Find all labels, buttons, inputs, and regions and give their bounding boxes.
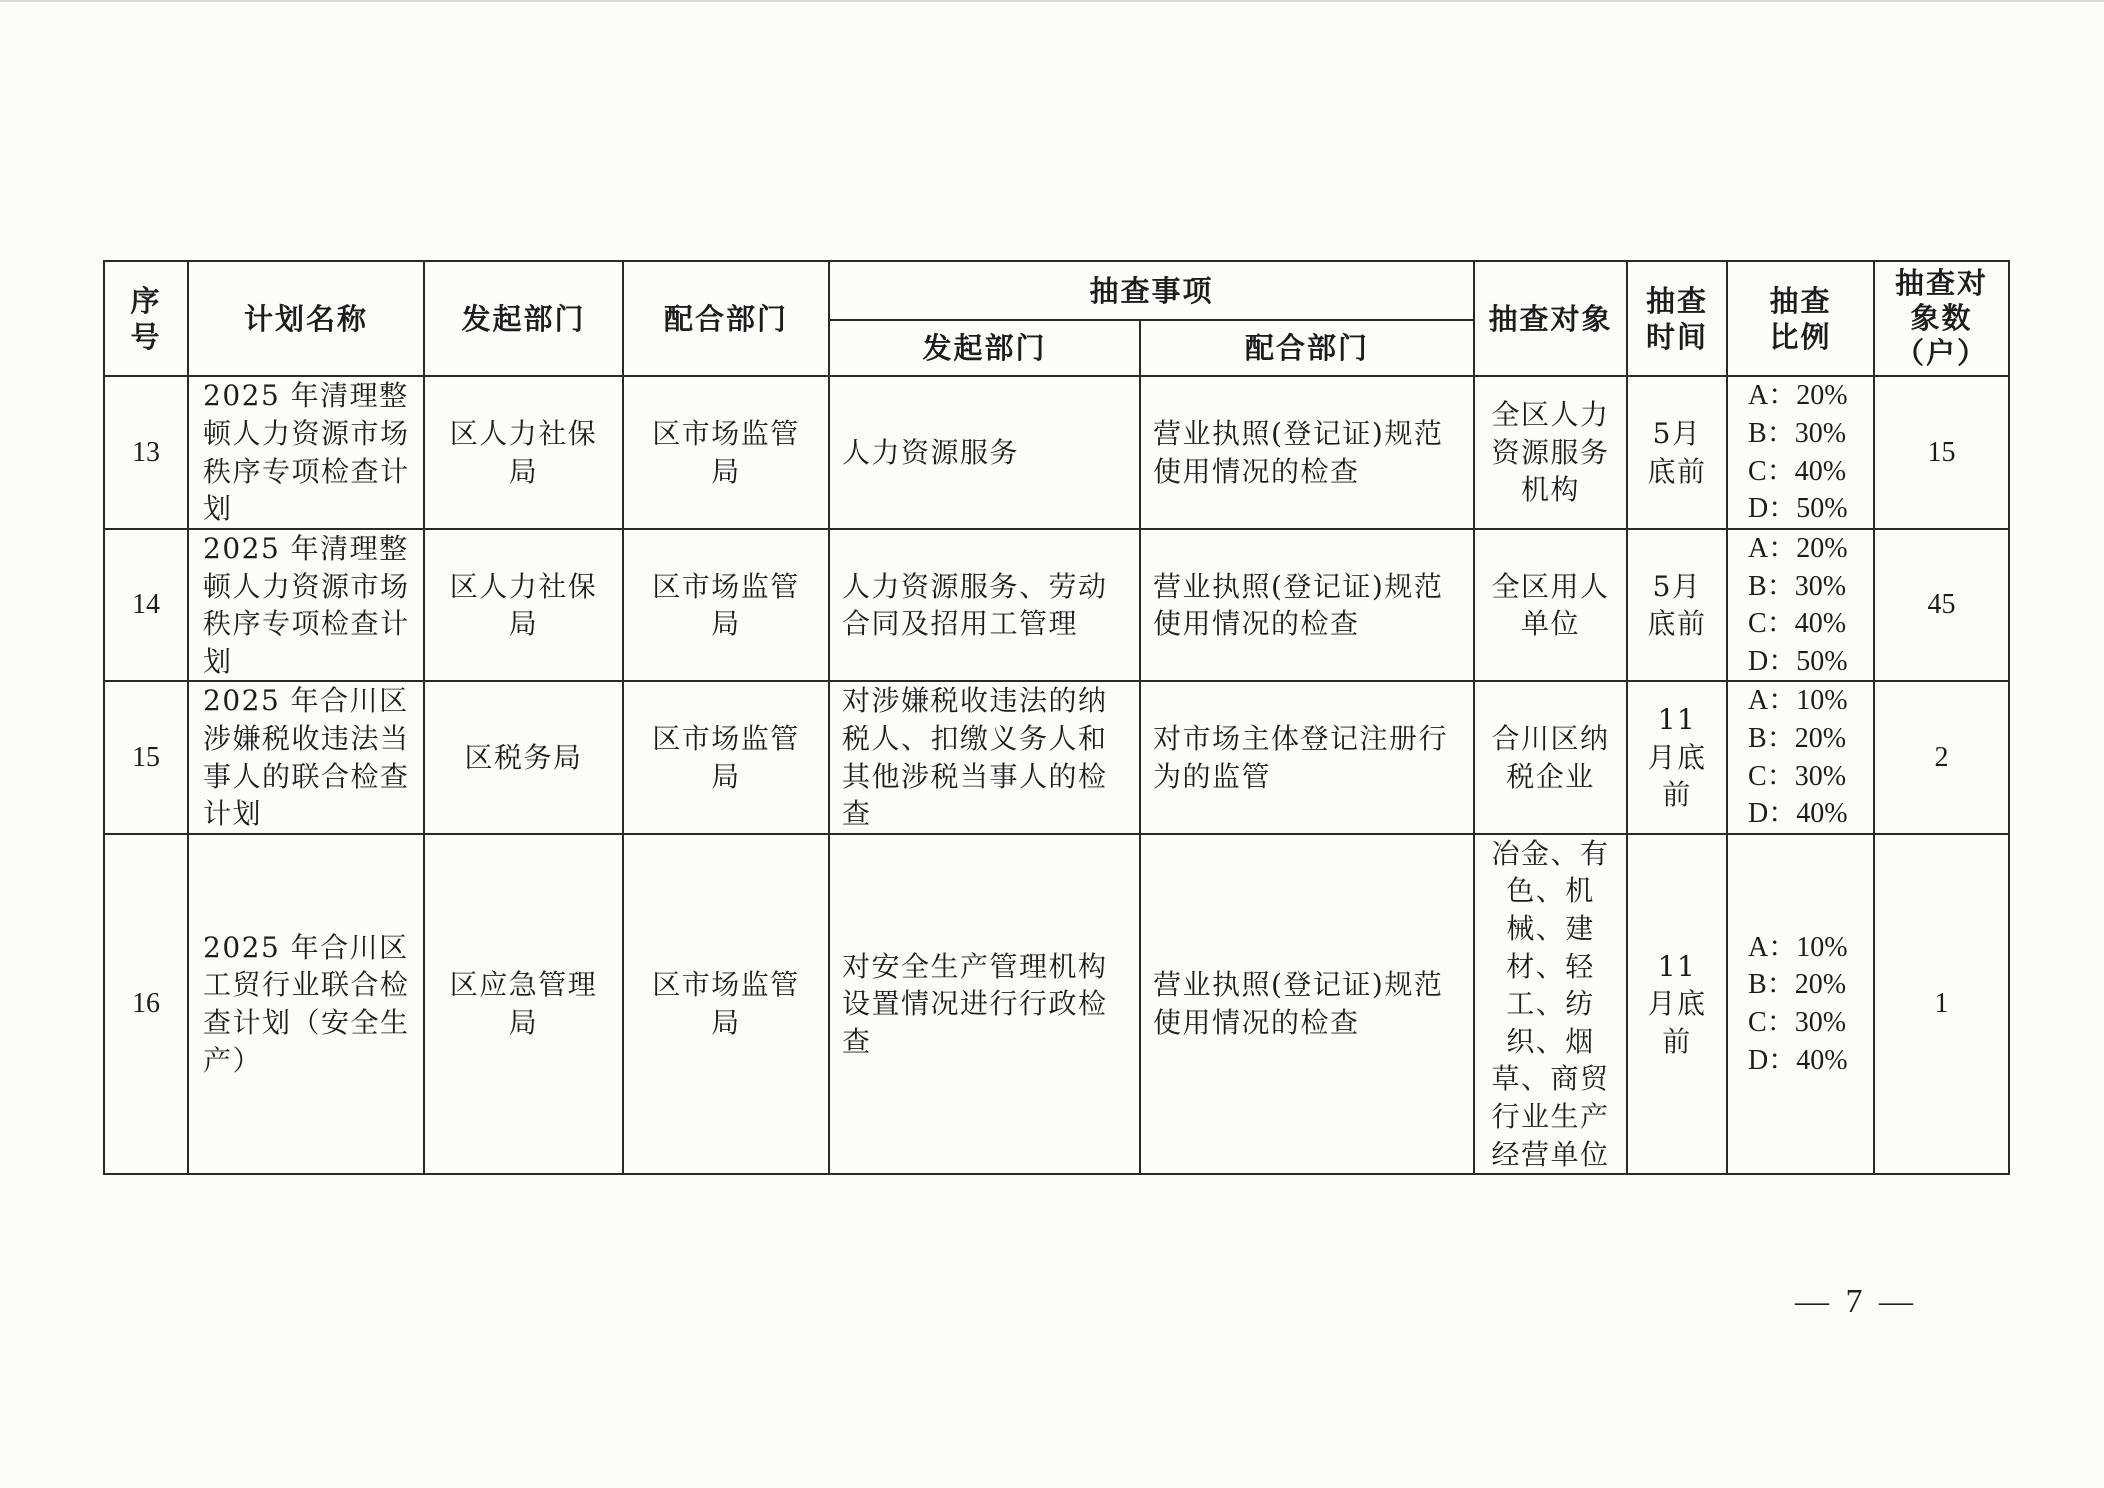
ratio-c: C：30% [1748,760,1847,792]
row-plan-name: 2025 年合川区工贸行业联合检查计划（安全生产） [188,834,424,1174]
ratio-a: A：10% [1748,685,1848,717]
header-items-cooperating: 配合部门 [1140,320,1474,376]
ratio-b: B：20% [1748,722,1847,754]
row-time: 11月底前 [1627,834,1727,1174]
row-seq: 14 [104,529,188,681]
header-seq: 序号 [104,261,188,376]
row-plan-name: 2025 年清理整顿人力资源市场秩序专项检查计划 [188,376,424,529]
row-seq: 15 [104,681,188,833]
table-row [104,376,2009,529]
row-initiating-dept: 区人力社保局 [424,376,623,529]
row-item-initiating: 人力资源服务 [829,376,1140,529]
row-cooperating-dept: 区市场监管局 [623,834,829,1174]
row-item-initiating: 对涉嫌税收违法的纳税人、扣缴义务人和其他涉税当事人的检查 [829,681,1140,833]
ratio-b: B：30% [1748,417,1847,449]
row-item-initiating: 对安全生产管理机构设置情况进行行政检查 [829,834,1140,1174]
row-target: 全区人力资源服务机构 [1474,376,1627,529]
ratio-b: B：30% [1748,570,1847,602]
row-cooperating-dept: 区市场监管局 [623,529,829,681]
row-count: 15 [1874,376,2009,529]
header-inspection-items: 抽查事项 [829,261,1474,320]
row-target: 合川区纳税企业 [1474,681,1627,833]
row-ratio [1727,681,1874,833]
row-item-initiating: 人力资源服务、劳动合同及招用工管理 [829,529,1140,681]
row-target: 冶金、有色、机械、建材、轻工、纺织、烟草、商贸行业生产经营单位 [1474,834,1627,1174]
page-number: — 7 — [1795,1283,1917,1320]
row-time: 5月底前 [1627,529,1727,681]
ratio-a: A：20% [1748,380,1848,412]
row-cooperating-dept: 区市场监管局 [623,681,829,833]
row-initiating-dept: 区人力社保局 [424,529,623,681]
row-ratio [1727,376,1874,529]
row-time: 5月底前 [1627,376,1727,529]
table-row [104,681,2009,833]
row-count: 45 [1874,529,2009,681]
ratio-b: B：20% [1748,969,1847,1001]
ratio-c: C：40% [1748,455,1847,487]
ratio-a: A：10% [1748,931,1848,963]
ratio-d: D：50% [1748,645,1848,677]
row-plan-name: 2025 年合川区涉嫌税收违法当事人的联合检查计划 [188,681,424,833]
row-target: 全区用人单位 [1474,529,1627,681]
header-cooperating-dept: 配合部门 [623,261,829,376]
row-item-cooperating: 营业执照(登记证)规范使用情况的检查 [1140,834,1474,1174]
table-row [104,834,2009,1174]
row-item-cooperating: 营业执照(登记证)规范使用情况的检查 [1140,529,1474,681]
table-row [104,529,2009,681]
ratio-a: A：20% [1748,533,1848,564]
row-cooperating-dept: 区市场监管局 [623,376,829,529]
row-time: 11月底前 [1627,681,1727,833]
header-inspection-time: 抽查时间 [1627,261,1727,376]
header-initiating-dept: 发起部门 [424,261,623,376]
ratio-c: C：40% [1748,608,1847,640]
row-ratio [1727,529,1874,681]
inspection-plan-table [103,260,2010,1175]
ratio-d: D：50% [1748,493,1848,525]
row-plan-name: 2025 年清理整顿人力资源市场秩序专项检查计划 [188,529,424,681]
header-inspection-ratio: 抽查比例 [1727,261,1874,376]
row-seq: 16 [104,834,188,1174]
header-items-initiating: 发起部门 [829,320,1140,376]
page-top-edge [0,0,2104,2]
header-target-count: 抽查对象数（户） [1874,261,2009,376]
row-count: 2 [1874,681,2009,833]
row-seq: 13 [104,376,188,529]
row-item-cooperating: 营业执照(登记证)规范使用情况的检查 [1140,376,1474,529]
row-count: 1 [1874,834,2009,1174]
row-item-cooperating: 对市场主体登记注册行为的监管 [1140,681,1474,833]
header-plan-name: 计划名称 [188,261,424,376]
row-ratio [1727,834,1874,1174]
ratio-c: C：30% [1748,1006,1847,1038]
header-inspection-target: 抽查对象 [1474,261,1627,376]
row-initiating-dept: 区税务局 [424,681,623,833]
ratio-d: D：40% [1748,798,1848,830]
row-initiating-dept: 区应急管理局 [424,834,623,1174]
ratio-d: D：40% [1748,1044,1848,1076]
